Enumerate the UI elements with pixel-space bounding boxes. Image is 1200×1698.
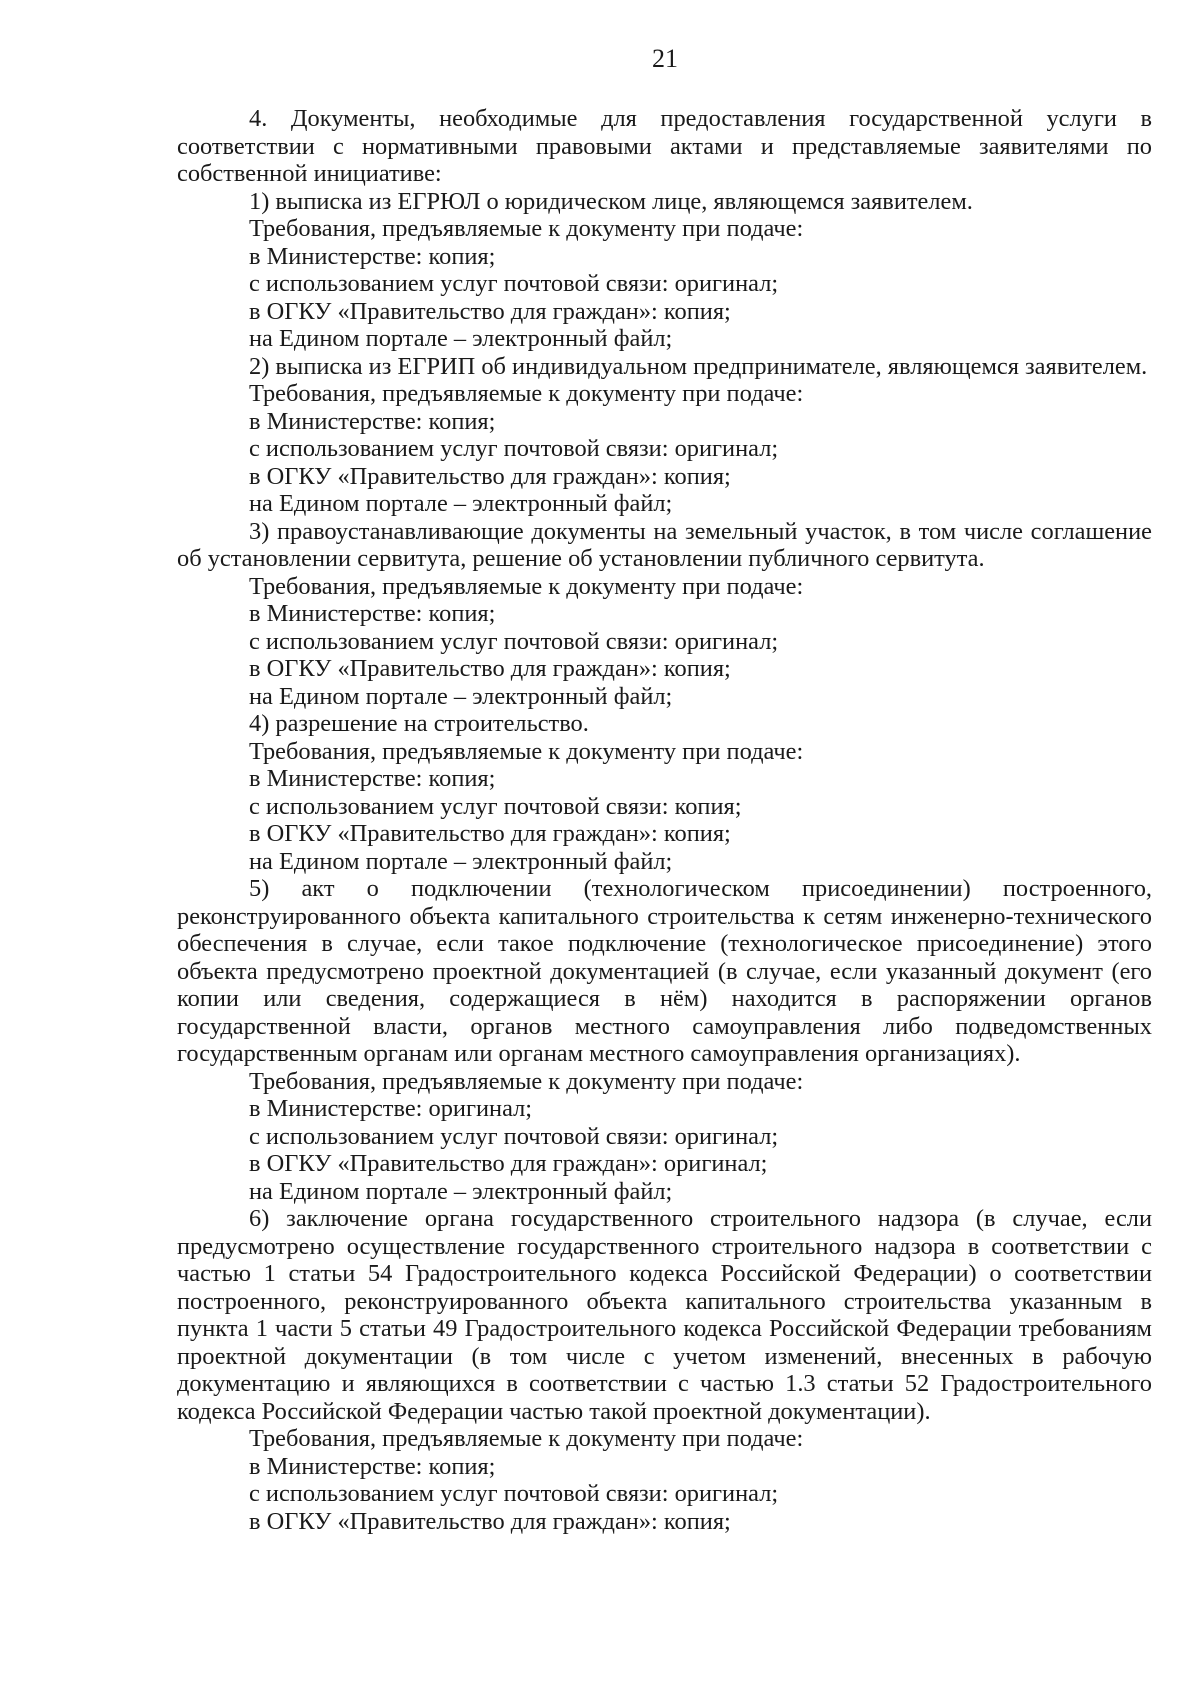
text-line: с использованием услуг почтовой связи: оригинал; (249, 627, 779, 655)
text-line: Требования, предъявляемые к документу при подаче: (249, 1067, 804, 1095)
text-line: в Министерстве: копия; (249, 242, 496, 270)
text-line: с использованием услуг почтовой связи: оригинал; (249, 1480, 779, 1507)
page-number: 21 (652, 44, 678, 73)
text-line: в Министерстве: копия; (249, 407, 496, 435)
text-line: в Министерстве: оригинал; (249, 1095, 533, 1122)
text-line: на Едином портале – электронный файл; (249, 490, 673, 517)
text-line: в ОГКУ «Правительство для граждан»: копия; (249, 1507, 731, 1535)
text-line: 4) разрешение на строительство. (249, 710, 589, 737)
paragraph: 5) акт о подключении (технологическом присоединении) построенного, реконструированного объекта капитального строительства к сетям инженерно-технического обеспечения в случае, если такое подключение (технологическое присоединение) этого объекта предусмотрено проектной документацией (в случае, если указанный документ (его копии или сведения, содержащиеся в нём) находится в распоряжении органов государственной власти, органов местного самоуправления либо подведомственных государственным органам или органам местного самоуправления организациях). (177, 875, 1152, 1067)
document-body (177, 105, 1152, 1535)
text-line: в Министерстве: копия; (249, 600, 496, 627)
text-line: на Едином портале – электронный файл; (249, 847, 673, 875)
text-line: в ОГКУ «Правительство для граждан»: копия; (249, 297, 731, 325)
text-line: в Министерстве: копия; (249, 1452, 496, 1480)
text-line: с использованием услуг почтовой связи: оригинал; (249, 1122, 779, 1150)
text-line: на Едином портале – электронный файл; (249, 325, 673, 352)
text-line: с использованием услуг почтовой связи: копия; (249, 792, 742, 820)
text-line: 2) выписка из ЕГРИП об индивидуальном предпринимателе, являющемся заявителем. (249, 352, 1148, 380)
text-line: на Едином портале – электронный файл; (249, 1177, 673, 1205)
text-line: Требования, предъявляемые к документу при подаче: (249, 380, 804, 407)
text-line: 1) выписка из ЕГРЮЛ о юридическом лице, являющемся заявителем. (249, 187, 973, 215)
text-line: Требования, предъявляемые к документу при подаче: (249, 572, 804, 600)
text-line: с использованием услуг почтовой связи: оригинал; (249, 270, 779, 297)
text-line: в Министерстве: копия; (249, 765, 496, 792)
text-line: в ОГКУ «Правительство для граждан»: оригинал; (249, 1150, 768, 1177)
text-line: Требования, предъявляемые к документу при подаче: (249, 215, 804, 242)
text-line: Требования, предъявляемые к документу при подаче: (249, 737, 804, 765)
text-line: на Едином портале – электронный файл; (249, 682, 673, 710)
paragraph: 4. Документы, необходимые для предоставления государственной услуги в соответствии с нормативными правовыми актами и представляемые заявителями по собственной инициативе: (177, 105, 1152, 187)
paragraph: 6) заключение органа государственного строительного надзора (в случае, если предусмотрено осуществление государственного строительного надзора в соответствии с частью 1 статьи 54 Градостроительного кодекса Российской Федерации) о соответствии построенного, реконструированного объекта капитального строительства указанным в пункта 1 части 5 статьи 49 Градостроительного кодекса Российской Федерации требованиям проектной документации (в том числе с учетом изменений, внесенных в рабочую документацию и являющихся в соответствии с частью 1.3 статьи 52 Градостроительного кодекса Российской Федерации частью такой проектной документации). (177, 1205, 1152, 1425)
text-line: в ОГКУ «Правительство для граждан»: копия; (249, 820, 731, 847)
text-line: в ОГКУ «Правительство для граждан»: копия; (249, 655, 731, 682)
text-line: с использованием услуг почтовой связи: оригинал; (249, 435, 779, 462)
paragraph: 3) правоустанавливающие документы на земельный участок, в том числе соглашение об установлении сервитута, решение об установлении публичного сервитута. (177, 517, 1152, 572)
text-line: Требования, предъявляемые к документу при подаче: (249, 1425, 804, 1452)
text-line: в ОГКУ «Правительство для граждан»: копия; (249, 462, 731, 490)
